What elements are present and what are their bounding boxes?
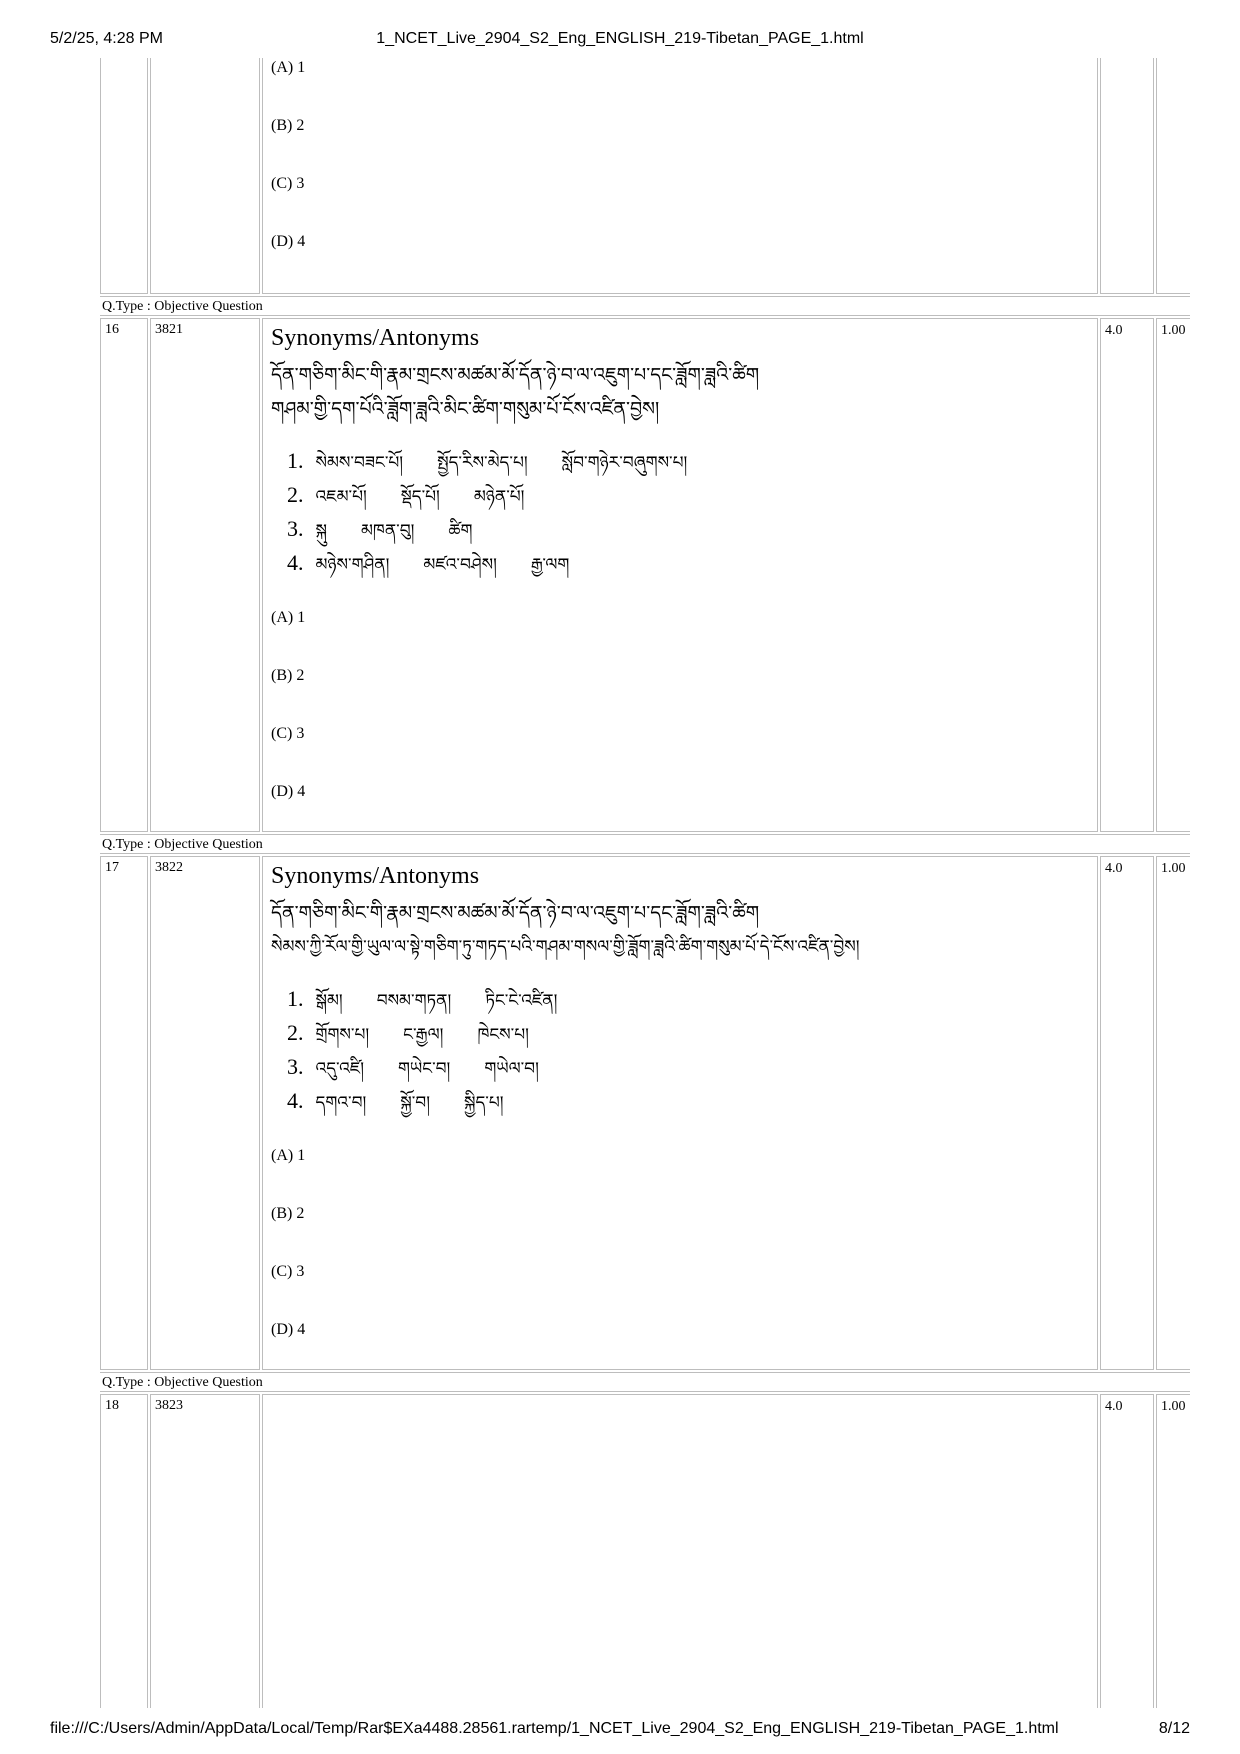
question-number: 17 — [105, 860, 119, 875]
question-cell — [262, 318, 1098, 832]
list-item: 3. སྐུ མཁན་བུ། ཚིག — [287, 516, 473, 541]
question-cell — [262, 1394, 1098, 1708]
list-item: 4. དགའ་བ། སྐྱོ་བ། སྐྱིད་པ། — [287, 1088, 504, 1113]
qtype-label: Q.Type : Objective Question — [100, 296, 1190, 316]
question-id: 3822 — [155, 860, 183, 875]
list-item: 1. སེམས་བཟང་པོ། སྤྱོད་རིས་མེད་པ། སློབ་གཉེར་བཞུགས་པ། — [287, 448, 688, 473]
negative-marks-value: 1.00 — [1161, 1399, 1186, 1414]
option-c: (C) 3 — [271, 1263, 305, 1280]
qid-cell — [150, 318, 260, 832]
option-d: (D) 4 — [271, 783, 306, 800]
print-header — [50, 30, 1190, 54]
question-cell — [262, 856, 1098, 1370]
marks-value: 4.0 — [1105, 861, 1123, 876]
marks-cell — [1100, 318, 1154, 832]
marks-value: 4.0 — [1105, 323, 1123, 338]
marks-value: 4.0 — [1105, 1399, 1123, 1414]
question-title: Synonyms/Antonyms — [271, 863, 480, 889]
question-title: Synonyms/Antonyms — [271, 325, 480, 351]
option-a: (A) 1 — [271, 1147, 306, 1164]
negative-marks-cell — [1156, 58, 1190, 294]
option-a: (A) 1 — [271, 59, 306, 76]
negative-marks-value: 1.00 — [1161, 323, 1186, 338]
question-list — [287, 982, 1097, 1118]
marks-cell — [1100, 1394, 1154, 1708]
question-instruction: དོན་གཅིག་མིང་གི་རྣམ་གྲངས་མཚམ་མོ་དོན་ཉེ་བ་ལ་འཇུག་པ་དང་ཟློག་ཟླའི་ཚིག — [271, 902, 760, 924]
option-b: (B) 2 — [271, 117, 305, 134]
list-item: 1. སྒོམ། བསམ་གཏན། ཏིང་ངེ་འཛིན། — [287, 986, 558, 1011]
option-d: (D) 4 — [271, 1321, 306, 1338]
sno-cell — [100, 318, 148, 832]
negative-marks-cell — [1156, 318, 1190, 832]
option-c: (C) 3 — [271, 725, 305, 742]
question-instruction: གཤམ་གྱི་དག་པོའི་ཟློག་ཟླའི་མིང་ཚིག་གསུམ་པོ་ངོས་འཛིན་བྱེས། — [271, 398, 660, 420]
question-id: 3821 — [155, 322, 183, 337]
print-footer — [50, 1720, 1190, 1744]
option-b: (B) 2 — [271, 667, 305, 684]
negative-marks-cell — [1156, 1394, 1190, 1708]
option-c: (C) 3 — [271, 175, 305, 192]
print-title: 1_NCET_Live_2904_S2_Eng_ENGLISH_219-Tibetan_PAGE_1.html — [376, 30, 864, 47]
question-number: 16 — [105, 322, 119, 337]
question-cell — [262, 58, 1098, 294]
list-item: 2. གྲོགས་པ། ང་རྒྱལ། ཁེངས་པ། — [287, 1020, 529, 1045]
option-d: (D) 4 — [271, 233, 306, 250]
qid-cell — [150, 1394, 260, 1708]
print-url: file:///C:/Users/Admin/AppData/Local/Temp/Rar$EXa4488.28561.rartemp/1_NCET_Live_2904_S2_Eng_ENGLISH_219-Tibetan_PAGE_1.html — [50, 1720, 1059, 1737]
option-b: (B) 2 — [271, 1205, 305, 1222]
list-item: 4. མཉེས་གཤིན། མཛའ་བཤེས། རྒྱ་ལག — [287, 550, 570, 575]
list-item: 3. འདུ་འཛི། གཡེང་བ། གཡེལ་བ། — [287, 1054, 539, 1079]
sno-cell — [100, 856, 148, 1370]
negative-marks-value: 1.00 — [1161, 861, 1186, 876]
question-list — [287, 444, 1097, 580]
question-row-continued — [100, 58, 1190, 298]
qid-cell — [150, 58, 260, 294]
marks-cell — [1100, 58, 1154, 294]
negative-marks-cell — [1156, 856, 1190, 1370]
sno-cell — [100, 1394, 148, 1708]
list-item: 2. འཇམ་པོ། སྡོད་པོ། མཉེན་པོ། — [287, 482, 525, 507]
qtype-label: Q.Type : Objective Question — [100, 834, 1190, 854]
marks-cell — [1100, 856, 1154, 1370]
page-number: 8/12 — [1158, 1720, 1190, 1737]
question-instruction: དོན་གཅིག་མིང་གི་རྣམ་གྲངས་མཚམ་མོ་དོན་ཉེ་བ་ལ་འཇུག་པ་དང་ཟློག་ཟླའི་ཚིག — [271, 364, 760, 386]
print-datetime: 5/2/25, 4:28 PM — [50, 30, 163, 47]
question-number: 18 — [105, 1398, 119, 1413]
qtype-label: Q.Type : Objective Question — [100, 1372, 1190, 1392]
qid-cell — [150, 856, 260, 1370]
question-instruction: སེམས་ཀྱི་རོལ་གྱི་ཡུལ་ལ་སྟེ་གཅིག་ཏུ་གཏད་པའི་གཤམ་གསལ་གྱི་ཟློག་ཟླའི་ཚིག་གསུམ་པོ་དེ་ངོས་འཛིན་བྱེས། — [271, 937, 860, 957]
option-a: (A) 1 — [271, 609, 306, 626]
question-id: 3823 — [155, 1398, 183, 1413]
question-table — [100, 58, 1190, 1708]
sno-cell — [100, 58, 148, 294]
